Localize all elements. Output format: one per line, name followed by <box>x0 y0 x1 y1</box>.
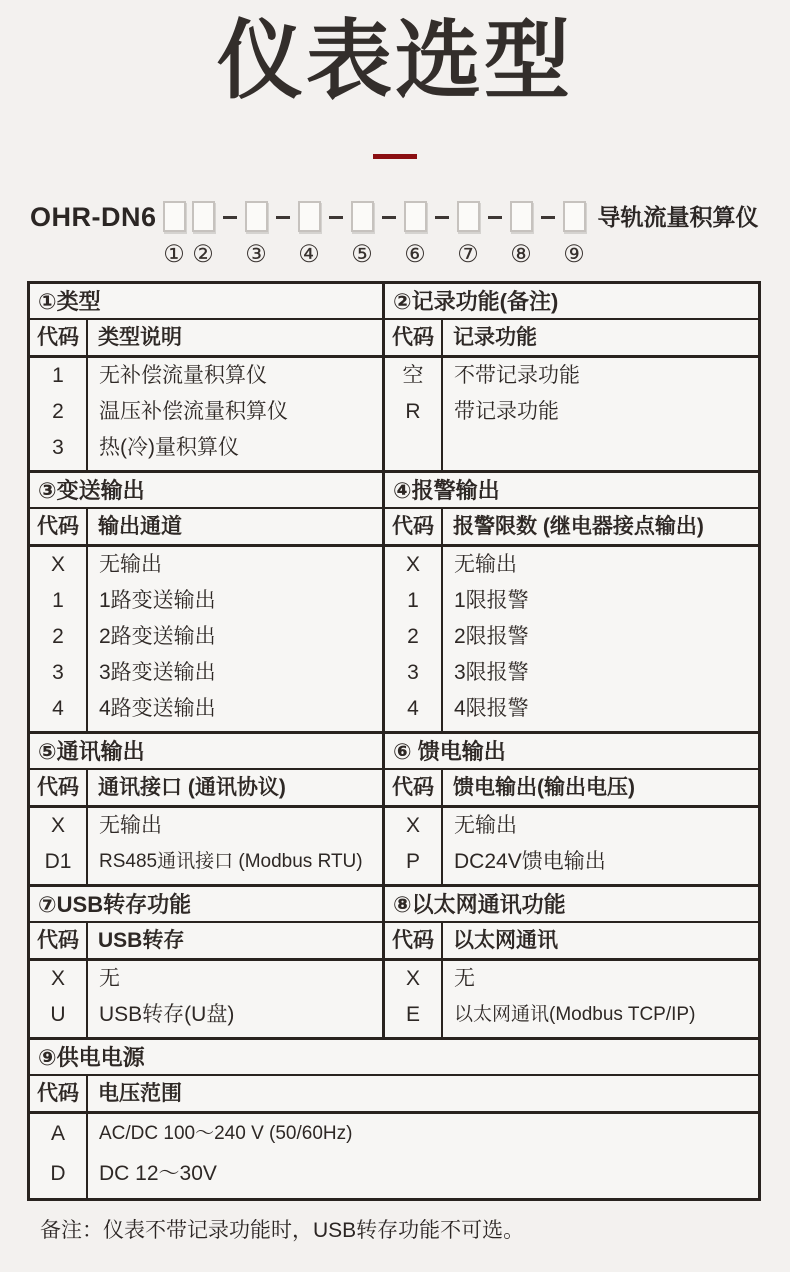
section-body <box>30 961 382 1037</box>
desc-cell: 热(冷)量积算仪 <box>99 436 239 460</box>
model-position-boxes <box>160 201 589 267</box>
model-position-9 <box>563 201 586 267</box>
desc-column <box>88 1114 758 1198</box>
desc-header-cell: 电压范围 <box>98 1082 182 1106</box>
code-cell: X <box>405 553 420 577</box>
code-cell: A <box>50 1122 65 1146</box>
code-cell: 1 <box>407 589 419 613</box>
desc-column <box>443 961 758 1037</box>
code-cell: 4 <box>52 697 64 721</box>
desc-column <box>88 358 382 470</box>
desc-column <box>88 808 382 884</box>
section-title: ⑨供电电源 <box>30 1040 758 1076</box>
code-column <box>385 961 443 1037</box>
section-header <box>30 509 382 547</box>
model-position-6 <box>404 201 427 267</box>
table-half-right <box>382 284 758 470</box>
position-number: ① <box>163 240 185 269</box>
section-title: ①类型 <box>30 284 382 320</box>
position-dash <box>382 216 396 219</box>
selection-table <box>27 281 761 1201</box>
desc-cell: USB转存(U盘) <box>99 1003 235 1027</box>
section-body <box>385 547 758 731</box>
section-body <box>385 961 758 1037</box>
section-header <box>30 320 382 358</box>
code-cell: 3 <box>52 661 64 685</box>
table-half-left <box>30 473 382 731</box>
code-cell: 空 <box>402 364 424 388</box>
section-body <box>30 547 382 731</box>
desc-header-cell: 报警限数 (继电器接点输出) <box>453 515 704 539</box>
desc-cell: 无补偿流量积算仪 <box>99 364 267 388</box>
code-cell: X <box>405 967 420 991</box>
desc-cell: 1路变送输出 <box>99 589 216 613</box>
code-cell: 2 <box>52 625 64 649</box>
code-header-cell: 代码 <box>385 320 443 356</box>
code-cell: 2 <box>407 625 419 649</box>
desc-header-cell: 记录功能 <box>453 326 537 350</box>
model-code-row <box>30 201 790 267</box>
section-title: ⑧以太网通讯功能 <box>385 887 758 923</box>
desc-cell: 温压补偿流量积算仪 <box>99 400 288 424</box>
model-code-box <box>351 201 374 232</box>
table-half-left <box>30 887 382 1037</box>
code-header-cell: 代码 <box>30 1076 88 1112</box>
desc-cell: 3限报警 <box>454 661 529 685</box>
desc-cell: RS485通讯接口 (Modbus RTU) <box>99 851 363 873</box>
model-position-4 <box>298 201 321 267</box>
code-header-cell: 代码 <box>30 770 88 806</box>
position-dash <box>435 216 449 219</box>
code-cell: X <box>50 814 65 838</box>
desc-header-cell: 输出通道 <box>98 515 182 539</box>
section-header <box>30 770 382 808</box>
model-suffix: 导轨流量积算仪 <box>597 204 759 231</box>
model-code-box <box>192 201 215 232</box>
table-half-right <box>382 734 758 884</box>
code-column <box>30 808 88 884</box>
desc-column <box>443 358 758 470</box>
code-cell: 1 <box>52 364 64 388</box>
position-dash <box>329 216 343 219</box>
desc-column <box>88 547 382 731</box>
table-half-right <box>382 887 758 1037</box>
table-half-left <box>30 284 382 470</box>
code-column <box>385 808 443 884</box>
desc-column <box>443 547 758 731</box>
section-title: ②记录功能(备注) <box>385 284 758 320</box>
section-header <box>385 320 758 358</box>
section-title: ⑦USB转存功能 <box>30 887 382 923</box>
code-cell: 3 <box>407 661 419 685</box>
code-column <box>385 547 443 731</box>
desc-column <box>443 808 758 884</box>
model-position-2 <box>192 201 215 267</box>
position-number: ⑨ <box>563 240 585 269</box>
desc-cell: 4限报警 <box>454 697 529 721</box>
desc-column <box>88 961 382 1037</box>
model-code-box <box>163 201 186 232</box>
position-number: ⑤ <box>351 240 373 269</box>
code-cell: D1 <box>44 850 72 874</box>
section-header <box>385 923 758 961</box>
code-column <box>30 547 88 731</box>
code-column <box>30 358 88 470</box>
desc-cell: DC 12～30V <box>99 1162 217 1186</box>
code-cell: R <box>405 400 421 424</box>
model-code-box <box>298 201 321 232</box>
desc-cell: 不带记录功能 <box>454 364 580 388</box>
table-half-left <box>30 734 382 884</box>
desc-cell: DC24V馈电输出 <box>454 850 606 874</box>
model-position-3 <box>245 201 268 267</box>
code-cell: X <box>50 553 65 577</box>
position-number: ⑦ <box>457 240 479 269</box>
section-title: ⑤通讯输出 <box>30 734 382 770</box>
accent-dash <box>373 154 417 159</box>
code-header-cell: 代码 <box>385 923 443 959</box>
table-half-full <box>30 1040 758 1198</box>
section-title: ⑥ 馈电输出 <box>385 734 758 770</box>
section-title: ③变送输出 <box>30 473 382 509</box>
model-position-5 <box>351 201 374 267</box>
model-code-box <box>510 201 533 232</box>
desc-cell: 3路变送输出 <box>99 661 216 685</box>
position-number: ② <box>192 240 214 269</box>
code-header-cell: 代码 <box>30 509 88 545</box>
desc-header-cell: USB转存 <box>98 929 185 953</box>
code-header-cell: 代码 <box>385 770 443 806</box>
footer-note: 备注：仪表不带记录功能时，USB转存功能不可选。 <box>40 1219 525 1243</box>
section-body <box>30 1114 758 1198</box>
position-dash <box>488 216 502 219</box>
section-body <box>385 358 758 470</box>
position-dash <box>276 216 290 219</box>
desc-cell: 2限报警 <box>454 625 529 649</box>
desc-cell: 2路变送输出 <box>99 625 216 649</box>
code-cell: E <box>405 1003 420 1027</box>
desc-cell: 带记录功能 <box>454 400 559 424</box>
desc-cell: 无输出 <box>99 814 162 838</box>
code-cell: P <box>405 850 420 874</box>
desc-cell: 无输出 <box>454 814 517 838</box>
code-cell: D <box>50 1162 66 1186</box>
section-header <box>385 770 758 808</box>
position-number: ⑧ <box>510 240 532 269</box>
model-position-7 <box>457 201 480 267</box>
section-header <box>30 923 382 961</box>
model-code-box <box>563 201 586 232</box>
position-dash <box>223 216 237 219</box>
code-header-cell: 代码 <box>30 923 88 959</box>
model-code-box <box>404 201 427 232</box>
desc-header-cell: 以太网通讯 <box>453 929 558 953</box>
code-cell: 3 <box>52 436 64 460</box>
table-section-pair-3 <box>30 731 758 884</box>
code-cell: U <box>50 1003 66 1027</box>
section-body <box>30 358 382 470</box>
table-section-pair-1 <box>30 284 758 470</box>
model-position-1 <box>163 201 186 267</box>
model-code-box <box>245 201 268 232</box>
position-number: ③ <box>245 240 267 269</box>
code-column <box>30 961 88 1037</box>
position-number: ④ <box>298 240 320 269</box>
code-cell: X <box>405 814 420 838</box>
desc-cell: 无 <box>454 967 475 991</box>
desc-header-cell: 类型说明 <box>98 326 182 350</box>
code-cell: 4 <box>407 697 419 721</box>
table-section-pair-2 <box>30 470 758 731</box>
code-column <box>385 358 443 470</box>
table-half-right <box>382 473 758 731</box>
desc-cell: 1限报警 <box>454 589 529 613</box>
section-body <box>385 808 758 884</box>
desc-cell: AC/DC 100～240 V (50/60Hz) <box>99 1123 353 1145</box>
model-position-8 <box>510 201 533 267</box>
code-cell: 1 <box>52 589 64 613</box>
model-prefix: OHR-DN6 <box>30 202 157 233</box>
code-cell: 2 <box>52 400 64 424</box>
code-column <box>30 1114 88 1198</box>
code-header-cell: 代码 <box>385 509 443 545</box>
desc-cell: 4路变送输出 <box>99 697 216 721</box>
position-dash <box>541 216 555 219</box>
model-code-box <box>457 201 480 232</box>
code-header-cell: 代码 <box>30 320 88 356</box>
desc-header-cell: 通讯接口 (通讯协议) <box>98 776 286 800</box>
page-title: 仪表选型 <box>217 13 573 109</box>
desc-cell: 无 <box>99 967 120 991</box>
table-section-power <box>30 1037 758 1198</box>
code-cell: X <box>50 967 65 991</box>
section-title: ④报警输出 <box>385 473 758 509</box>
section-body <box>30 808 382 884</box>
position-number: ⑥ <box>404 240 426 269</box>
desc-cell: 无输出 <box>454 553 517 577</box>
table-section-pair-4 <box>30 884 758 1037</box>
desc-header-cell: 馈电输出(输出电压) <box>453 776 635 800</box>
desc-cell: 无输出 <box>99 553 162 577</box>
section-header <box>30 1076 758 1114</box>
desc-cell: 以太网通讯(Modbus TCP/IP) <box>454 1004 696 1026</box>
section-header <box>385 509 758 547</box>
